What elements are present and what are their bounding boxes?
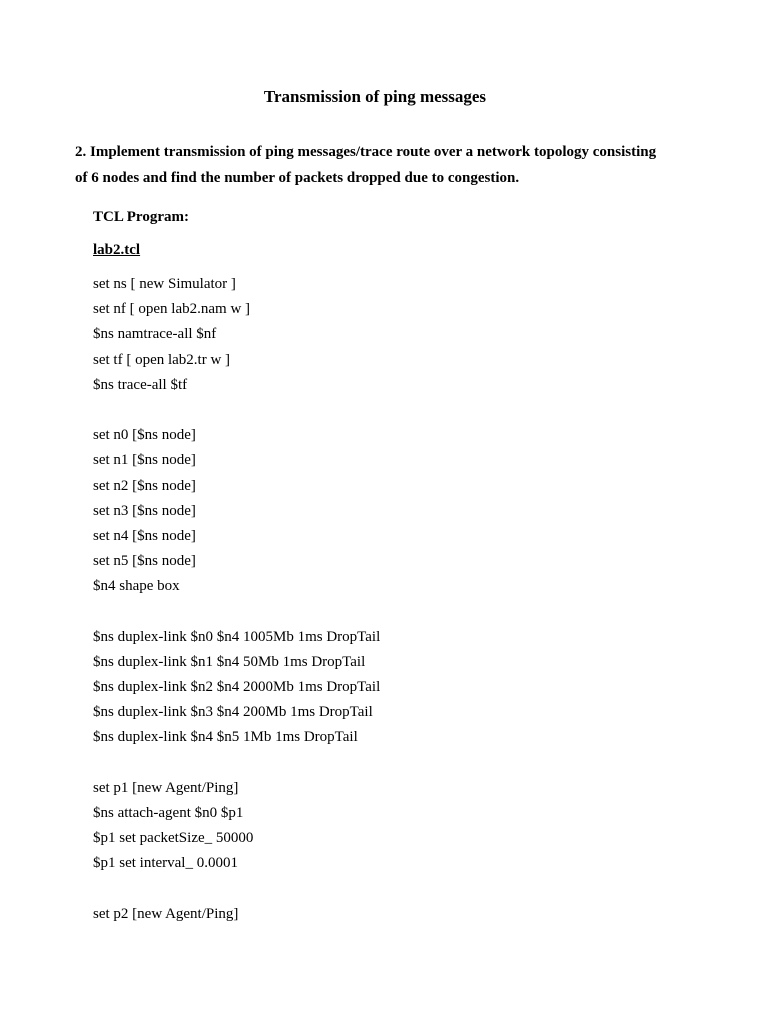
code-line: $n4 shape box [93,578,180,595]
code-line: set nf [ open lab2.nam w ] [93,301,251,318]
code-line: set n5 [$ns node] [93,553,196,570]
code-block [93,274,380,929]
code-blank-line [93,400,380,425]
code-line: $ns trace-all $tf [93,376,188,393]
code-line: $p1 set packetSize_ 50000 [93,830,254,847]
code-line: set tf [ open lab2.tr w ] [93,351,231,368]
code-line: $p1 set interval_ 0.0001 [93,855,238,872]
page-title: Transmission of ping messages [263,87,487,106]
code-line: $ns duplex-link $n0 $n4 1005Mb 1ms DropTail [93,628,381,645]
section-heading: TCL Program: [93,209,189,225]
code-line: set n3 [$ns node] [93,502,196,519]
question-text [75,139,695,191]
code-line: set ns [ new Simulator ] [93,276,236,292]
file-name-heading: lab2.tcl [93,242,141,258]
code-line: set n4 [$ns node] [93,527,196,544]
code-line: $ns attach-agent $n0 $p1 [93,804,244,821]
code-blank-line [93,601,380,626]
code-line: $ns duplex-link $n4 $n5 1Mb 1ms DropTail [93,729,358,746]
code-line: set n2 [$ns node] [93,477,196,494]
code-line: $ns namtrace-all $nf [93,326,217,343]
code-blank-line [93,753,380,778]
code-line: $ns duplex-link $n1 $n4 50Mb 1ms DropTail [93,653,366,670]
code-line: set n1 [$ns node] [93,452,196,469]
code-line: set p1 [new Agent/Ping] [93,779,239,796]
code-line: set p2 [new Agent/Ping] [93,905,239,922]
code-line: set n0 [$ns node] [93,427,196,444]
code-line: $ns duplex-link $n3 $n4 200Mb 1ms DropTail [93,704,373,721]
code-blank-line [93,879,380,904]
question-line-1: 2. Implement transmission of ping messages/trace route over a network topology consisting [75,144,657,160]
code-line: $ns duplex-link $n2 $n4 2000Mb 1ms DropTail [93,679,381,695]
question-line-2: of 6 nodes and find the number of packets dropped due to congestion. [75,170,520,186]
